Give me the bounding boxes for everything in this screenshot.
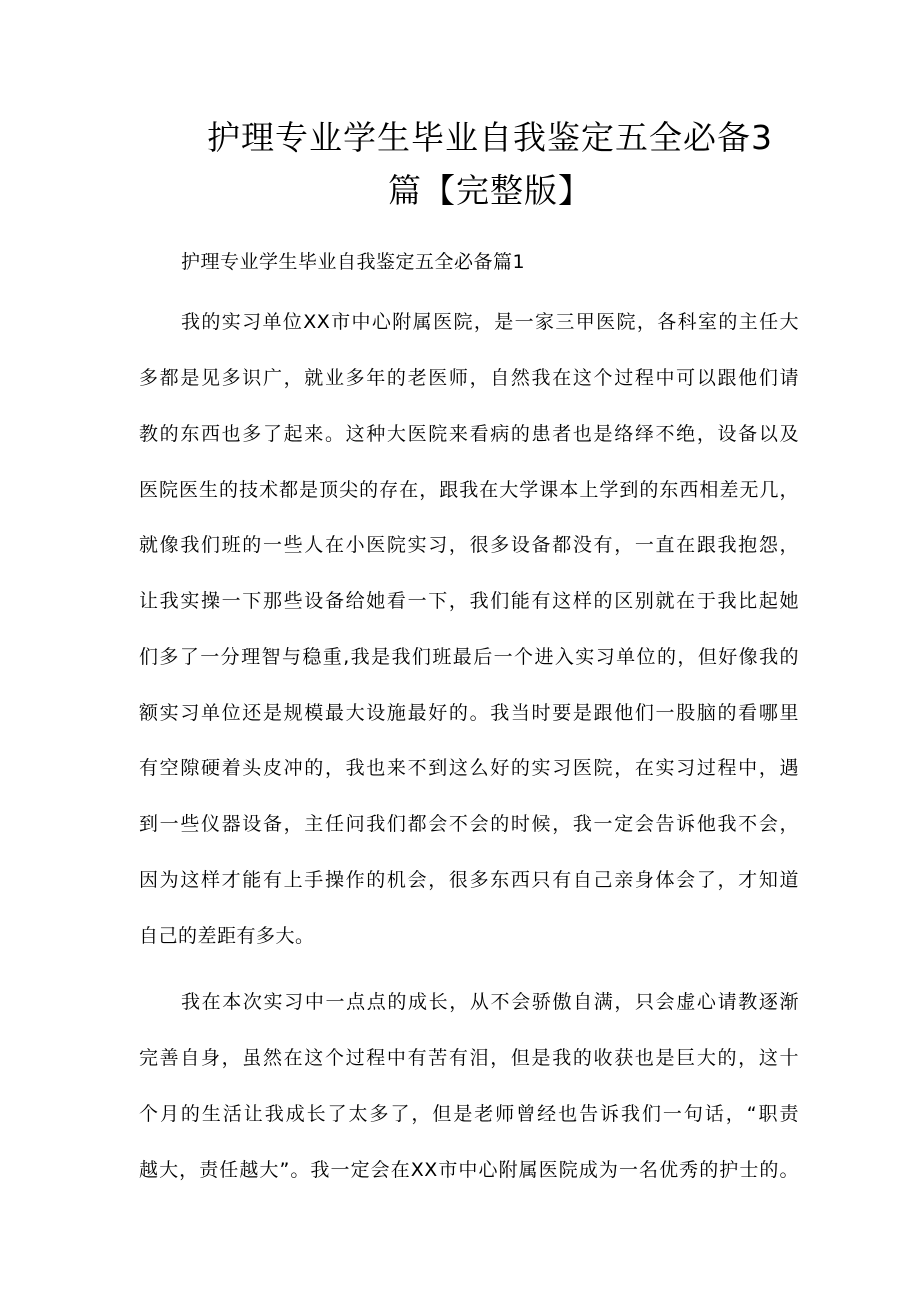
paragraph-2-line: 越大，责任越大”。我一定会在XX市中心附属医院成为一名优秀的护士的。 — [139, 1159, 799, 1181]
paragraph-2-line: 个月的生活让我成长了太多了，但是老师曾经也告诉我们一句话，“职责 — [139, 1103, 799, 1125]
document-title-line-2: 篇【完整版】 — [388, 171, 592, 210]
section-subheading: 护理专业学生毕业自我鉴定五全必备篇1 — [181, 251, 526, 273]
paragraph-1-line: 我的实习单位XX市中心附属医院，是一家三甲医院，各科室的主任大 — [181, 311, 799, 333]
paragraph-1-line: 因为这样才能有上手操作的机会，很多东西只有自己亲身体会了，才知道 — [139, 869, 799, 891]
paragraph-1-line: 多都是见多识广，就业多年的老医师，自然我在这个过程中可以跟他们请 — [139, 367, 799, 389]
paragraph-1-line: 自己的差距有多大。 — [139, 925, 315, 947]
paragraph-1-line: 有空隙硬着头皮冲的，我也来不到这么好的实习医院，在实习过程中，遇 — [139, 757, 799, 779]
paragraph-1-line: 医院医生的技术都是顶尖的存在，跟我在大学课本上学到的东西相差无几， — [139, 479, 799, 501]
paragraph-2-line: 完善自身，虽然在这个过程中有苦有泪，但是我的收获也是巨大的，这十 — [139, 1047, 799, 1069]
paragraph-1-line: 让我实操一下那些设备给她看一下，我们能有这样的区别就在于我比起她 — [139, 590, 799, 612]
paragraph-1-line: 到一些仪器设备，主任问我们都会不会的时候，我一定会告诉他我不会， — [139, 813, 799, 835]
paragraph-2-line: 我在本次实习中一点点的成长，从不会骄傲自满，只会虚心请教逐渐 — [181, 991, 799, 1013]
document-title-line-1: 护理专业学生毕业自我鉴定五全必备3 — [207, 118, 773, 157]
paragraph-1-line: 就像我们班的一些人在小医院实习，很多设备都没有，一直在跟我抱怨， — [139, 534, 799, 556]
paragraph-1-line: 额实习单位还是规模最大设施最好的。我当时要是跟他们一股脑的看哪里 — [139, 702, 799, 724]
paragraph-1-line: 们多了一分理智与稳重,我是我们班最后一个进入实习单位的，但好像我的 — [139, 646, 799, 668]
paragraph-1-line: 教的东西也多了起来。这种大医院来看病的患者也是络绎不绝，设备以及 — [139, 423, 799, 445]
